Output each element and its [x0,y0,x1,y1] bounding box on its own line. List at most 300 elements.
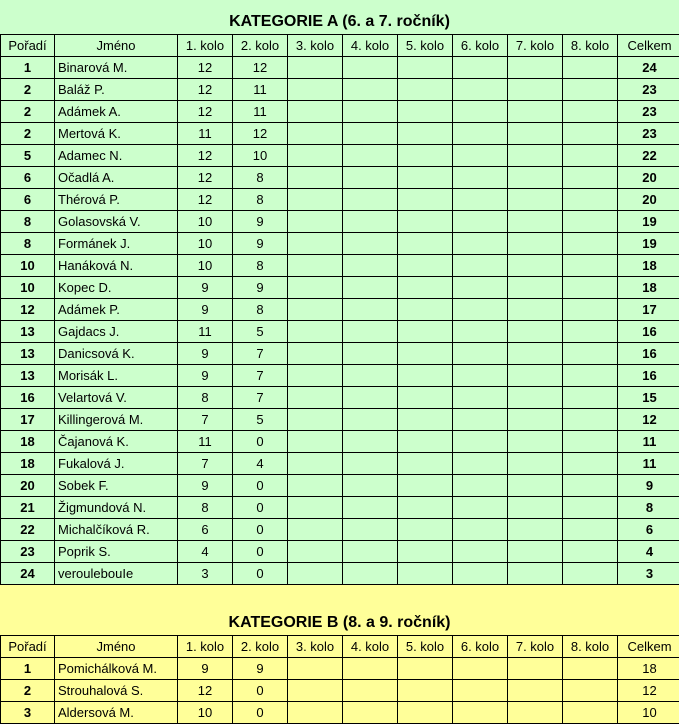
table-row [1,79,679,101]
round-4-score [343,475,398,497]
round-6-score [453,255,508,277]
round-3-score [288,321,343,343]
round-7-score [508,680,563,702]
header-round-6: 6. kolo [453,636,508,658]
name-cell: Pomichálková M. [55,658,178,680]
total-cell: 18 [618,277,679,299]
total-cell: 24 [618,57,679,79]
header-round-1: 1. kolo [178,35,233,57]
round-4-score [343,321,398,343]
round-7-score [508,453,563,475]
header-round-7: 7. kolo [508,636,563,658]
round-5-score [398,255,453,277]
round-5-score [398,189,453,211]
round-5-score [398,343,453,365]
round-5-score [398,541,453,563]
round-3-score [288,658,343,680]
round-4-score [343,233,398,255]
name-cell: Hanáková N. [55,255,178,277]
round-3-score [288,255,343,277]
round-2-score: 5 [233,321,288,343]
round-8-score [563,211,618,233]
table-row [1,299,679,321]
round-3-score [288,519,343,541]
rank-cell: 1 [1,658,55,680]
round-3-score [288,189,343,211]
round-1-score: 12 [178,57,233,79]
round-5-score [398,497,453,519]
name-cell: Baláž P. [55,79,178,101]
category-a-body [1,57,679,585]
section-spacer [0,585,679,604]
round-7-score [508,123,563,145]
table-row [1,387,679,409]
table-row [1,497,679,519]
round-1-score: 12 [178,189,233,211]
round-1-score: 11 [178,321,233,343]
name-cell: Thérová P. [55,189,178,211]
round-6-score [453,189,508,211]
round-1-score: 9 [178,343,233,365]
round-6-score [453,497,508,519]
round-6-score [453,123,508,145]
rank-cell: 20 [1,475,55,497]
total-cell: 10 [618,702,679,724]
round-1-score: 3 [178,563,233,585]
round-4-score [343,123,398,145]
round-8-score [563,519,618,541]
round-6-score [453,658,508,680]
round-2-score: 8 [233,299,288,321]
table-row [1,453,679,475]
round-1-score: 9 [178,299,233,321]
round-6-score [453,233,508,255]
name-cell: Adamec N. [55,145,178,167]
header-round-3: 3. kolo [288,35,343,57]
table-row [1,680,679,702]
header-round-7: 7. kolo [508,35,563,57]
table-row [1,541,679,563]
round-2-score: 9 [233,211,288,233]
table-row [1,57,679,79]
round-3-score [288,343,343,365]
total-cell: 23 [618,123,679,145]
name-cell: Michalčíková R. [55,519,178,541]
table-row [1,658,679,680]
round-2-score: 0 [233,680,288,702]
total-cell: 12 [618,409,679,431]
round-8-score [563,431,618,453]
round-1-score: 11 [178,123,233,145]
header-round-1: 1. kolo [178,636,233,658]
header-total: Celkem [618,636,679,658]
name-cell: Čajanová K. [55,431,178,453]
round-6-score [453,453,508,475]
round-7-score [508,541,563,563]
round-3-score [288,277,343,299]
rank-cell: 22 [1,519,55,541]
table-row [1,321,679,343]
rank-cell: 13 [1,365,55,387]
round-7-score [508,255,563,277]
header-name: Jméno [55,636,178,658]
round-3-score [288,497,343,519]
round-6-score [453,680,508,702]
round-3-score [288,680,343,702]
header-round-3: 3. kolo [288,636,343,658]
round-6-score [453,519,508,541]
name-cell: Formánek J. [55,233,178,255]
round-5-score [398,475,453,497]
round-7-score [508,475,563,497]
round-8-score [563,409,618,431]
round-7-score [508,563,563,585]
round-5-score [398,519,453,541]
round-8-score [563,475,618,497]
name-cell: Strouhalová S. [55,680,178,702]
round-3-score [288,145,343,167]
round-7-score [508,299,563,321]
round-7-score [508,431,563,453]
header-rank: Pořadí [1,636,55,658]
total-cell: 22 [618,145,679,167]
round-5-score [398,233,453,255]
category-b-section [0,604,679,724]
round-1-score: 8 [178,387,233,409]
rank-cell: 12 [1,299,55,321]
round-6-score [453,101,508,123]
table-row [1,145,679,167]
round-4-score [343,680,398,702]
round-4-score [343,409,398,431]
round-4-score [343,658,398,680]
rank-cell: 2 [1,123,55,145]
round-5-score [398,79,453,101]
table-row [1,255,679,277]
total-cell: 6 [618,519,679,541]
round-2-score: 9 [233,277,288,299]
round-7-score [508,387,563,409]
category-a-table [0,34,679,585]
round-5-score [398,101,453,123]
round-5-score [398,387,453,409]
name-cell: Sobek F. [55,475,178,497]
round-5-score [398,57,453,79]
round-8-score [563,541,618,563]
total-cell: 12 [618,680,679,702]
round-1-score: 9 [178,277,233,299]
rank-cell: 18 [1,431,55,453]
round-3-score [288,409,343,431]
header-rank: Pořadí [1,35,55,57]
round-5-score [398,563,453,585]
round-4-score [343,211,398,233]
table-row [1,167,679,189]
rank-cell: 2 [1,101,55,123]
round-2-score: 0 [233,563,288,585]
round-1-score: 12 [178,145,233,167]
round-3-score [288,563,343,585]
total-cell: 3 [618,563,679,585]
round-5-score [398,277,453,299]
round-5-score [398,167,453,189]
round-8-score [563,497,618,519]
round-4-score [343,343,398,365]
round-4-score [343,519,398,541]
round-6-score [453,541,508,563]
name-cell: veroulebouIe [55,563,178,585]
category-b-title: KATEGORIE B (8. a 9. ročník) [0,604,679,635]
round-2-score: 8 [233,167,288,189]
round-3-score [288,57,343,79]
round-3-score [288,453,343,475]
round-4-score [343,277,398,299]
round-2-score: 8 [233,189,288,211]
round-4-score [343,57,398,79]
category-b-table [0,635,679,724]
round-4-score [343,145,398,167]
table-row [1,211,679,233]
round-8-score [563,101,618,123]
rank-cell: 17 [1,409,55,431]
round-6-score [453,431,508,453]
round-4-score [343,189,398,211]
round-2-score: 0 [233,702,288,724]
rank-cell: 8 [1,211,55,233]
round-6-score [453,409,508,431]
header-round-5: 5. kolo [398,35,453,57]
round-7-score [508,409,563,431]
name-cell: Binarová M. [55,57,178,79]
rank-cell: 21 [1,497,55,519]
round-6-score [453,299,508,321]
round-4-score [343,167,398,189]
round-8-score [563,563,618,585]
category-a-title: KATEGORIE A (6. a 7. ročník) [0,0,679,34]
round-8-score [563,365,618,387]
round-6-score [453,145,508,167]
total-cell: 15 [618,387,679,409]
round-1-score: 12 [178,79,233,101]
total-cell: 20 [618,189,679,211]
round-8-score [563,387,618,409]
round-7-score [508,321,563,343]
round-1-score: 10 [178,255,233,277]
rank-cell: 1 [1,57,55,79]
name-cell: Adámek A. [55,101,178,123]
header-round-6: 6. kolo [453,35,508,57]
round-1-score: 12 [178,167,233,189]
round-7-score [508,343,563,365]
round-4-score [343,497,398,519]
round-1-score: 7 [178,409,233,431]
round-7-score [508,167,563,189]
table-row [1,123,679,145]
table-row [1,343,679,365]
rank-cell: 8 [1,233,55,255]
round-6-score [453,167,508,189]
round-3-score [288,233,343,255]
round-7-score [508,79,563,101]
round-6-score [453,321,508,343]
round-1-score: 10 [178,702,233,724]
round-8-score [563,343,618,365]
round-3-score [288,123,343,145]
round-1-score: 12 [178,101,233,123]
round-1-score: 4 [178,541,233,563]
name-cell: Poprik S. [55,541,178,563]
round-1-score: 10 [178,211,233,233]
round-7-score [508,189,563,211]
total-cell: 18 [618,658,679,680]
table-row [1,409,679,431]
round-5-score [398,145,453,167]
total-cell: 11 [618,453,679,475]
total-cell: 19 [618,233,679,255]
rank-cell: 10 [1,255,55,277]
round-7-score [508,365,563,387]
round-4-score [343,563,398,585]
category-a-header-row [1,35,679,57]
round-3-score [288,211,343,233]
name-cell: Mertová K. [55,123,178,145]
rank-cell: 10 [1,277,55,299]
round-6-score [453,365,508,387]
total-cell: 4 [618,541,679,563]
round-8-score [563,57,618,79]
round-4-score [343,365,398,387]
round-8-score [563,167,618,189]
table-row [1,431,679,453]
total-cell: 18 [618,255,679,277]
round-7-score [508,233,563,255]
round-4-score [343,387,398,409]
rank-cell: 5 [1,145,55,167]
total-cell: 16 [618,343,679,365]
total-cell: 19 [618,211,679,233]
round-3-score [288,167,343,189]
round-2-score: 5 [233,409,288,431]
round-1-score: 6 [178,519,233,541]
round-6-score [453,387,508,409]
total-cell: 11 [618,431,679,453]
header-total: Celkem [618,35,679,57]
rank-cell: 13 [1,321,55,343]
rank-cell: 23 [1,541,55,563]
total-cell: 17 [618,299,679,321]
table-row [1,563,679,585]
round-5-score [398,321,453,343]
header-round-4: 4. kolo [343,35,398,57]
round-8-score [563,233,618,255]
table-row [1,101,679,123]
name-cell: Danicsová K. [55,343,178,365]
round-2-score: 7 [233,365,288,387]
name-cell: Morisák L. [55,365,178,387]
round-1-score: 9 [178,658,233,680]
round-4-score [343,79,398,101]
total-cell: 23 [618,79,679,101]
round-6-score [453,343,508,365]
table-row [1,475,679,497]
rank-cell: 24 [1,563,55,585]
round-8-score [563,321,618,343]
total-cell: 16 [618,321,679,343]
category-b-body [1,658,679,724]
round-3-score [288,365,343,387]
round-1-score: 10 [178,233,233,255]
name-cell: Žigmundová N. [55,497,178,519]
round-7-score [508,519,563,541]
name-cell: Očadlá A. [55,167,178,189]
total-cell: 20 [618,167,679,189]
round-3-score [288,541,343,563]
table-row [1,233,679,255]
round-4-score [343,255,398,277]
table-row [1,519,679,541]
rank-cell: 3 [1,702,55,724]
round-5-score [398,409,453,431]
header-round-4: 4. kolo [343,636,398,658]
round-2-score: 7 [233,343,288,365]
rank-cell: 6 [1,189,55,211]
round-6-score [453,475,508,497]
name-cell: Kopec D. [55,277,178,299]
round-3-score [288,299,343,321]
round-8-score [563,123,618,145]
round-2-score: 0 [233,541,288,563]
round-5-score [398,211,453,233]
round-2-score: 12 [233,57,288,79]
round-1-score: 8 [178,497,233,519]
round-2-score: 0 [233,475,288,497]
round-7-score [508,277,563,299]
name-cell: Golasovská V. [55,211,178,233]
name-cell: Adámek P. [55,299,178,321]
round-1-score: 9 [178,365,233,387]
round-6-score [453,277,508,299]
round-2-score: 0 [233,497,288,519]
round-6-score [453,57,508,79]
rank-cell: 2 [1,79,55,101]
round-7-score [508,658,563,680]
round-2-score: 10 [233,145,288,167]
round-8-score [563,680,618,702]
round-8-score [563,453,618,475]
round-2-score: 9 [233,233,288,255]
round-7-score [508,211,563,233]
round-2-score: 4 [233,453,288,475]
round-2-score: 11 [233,101,288,123]
round-8-score [563,145,618,167]
round-8-score [563,277,618,299]
name-cell: Aldersová M. [55,702,178,724]
round-2-score: 0 [233,519,288,541]
header-name: Jméno [55,35,178,57]
round-4-score [343,299,398,321]
round-4-score [343,101,398,123]
round-5-score [398,658,453,680]
rank-cell: 2 [1,680,55,702]
round-1-score: 7 [178,453,233,475]
round-4-score [343,453,398,475]
round-2-score: 9 [233,658,288,680]
round-5-score [398,431,453,453]
round-2-score: 12 [233,123,288,145]
round-7-score [508,101,563,123]
round-2-score: 8 [233,255,288,277]
round-6-score [453,211,508,233]
